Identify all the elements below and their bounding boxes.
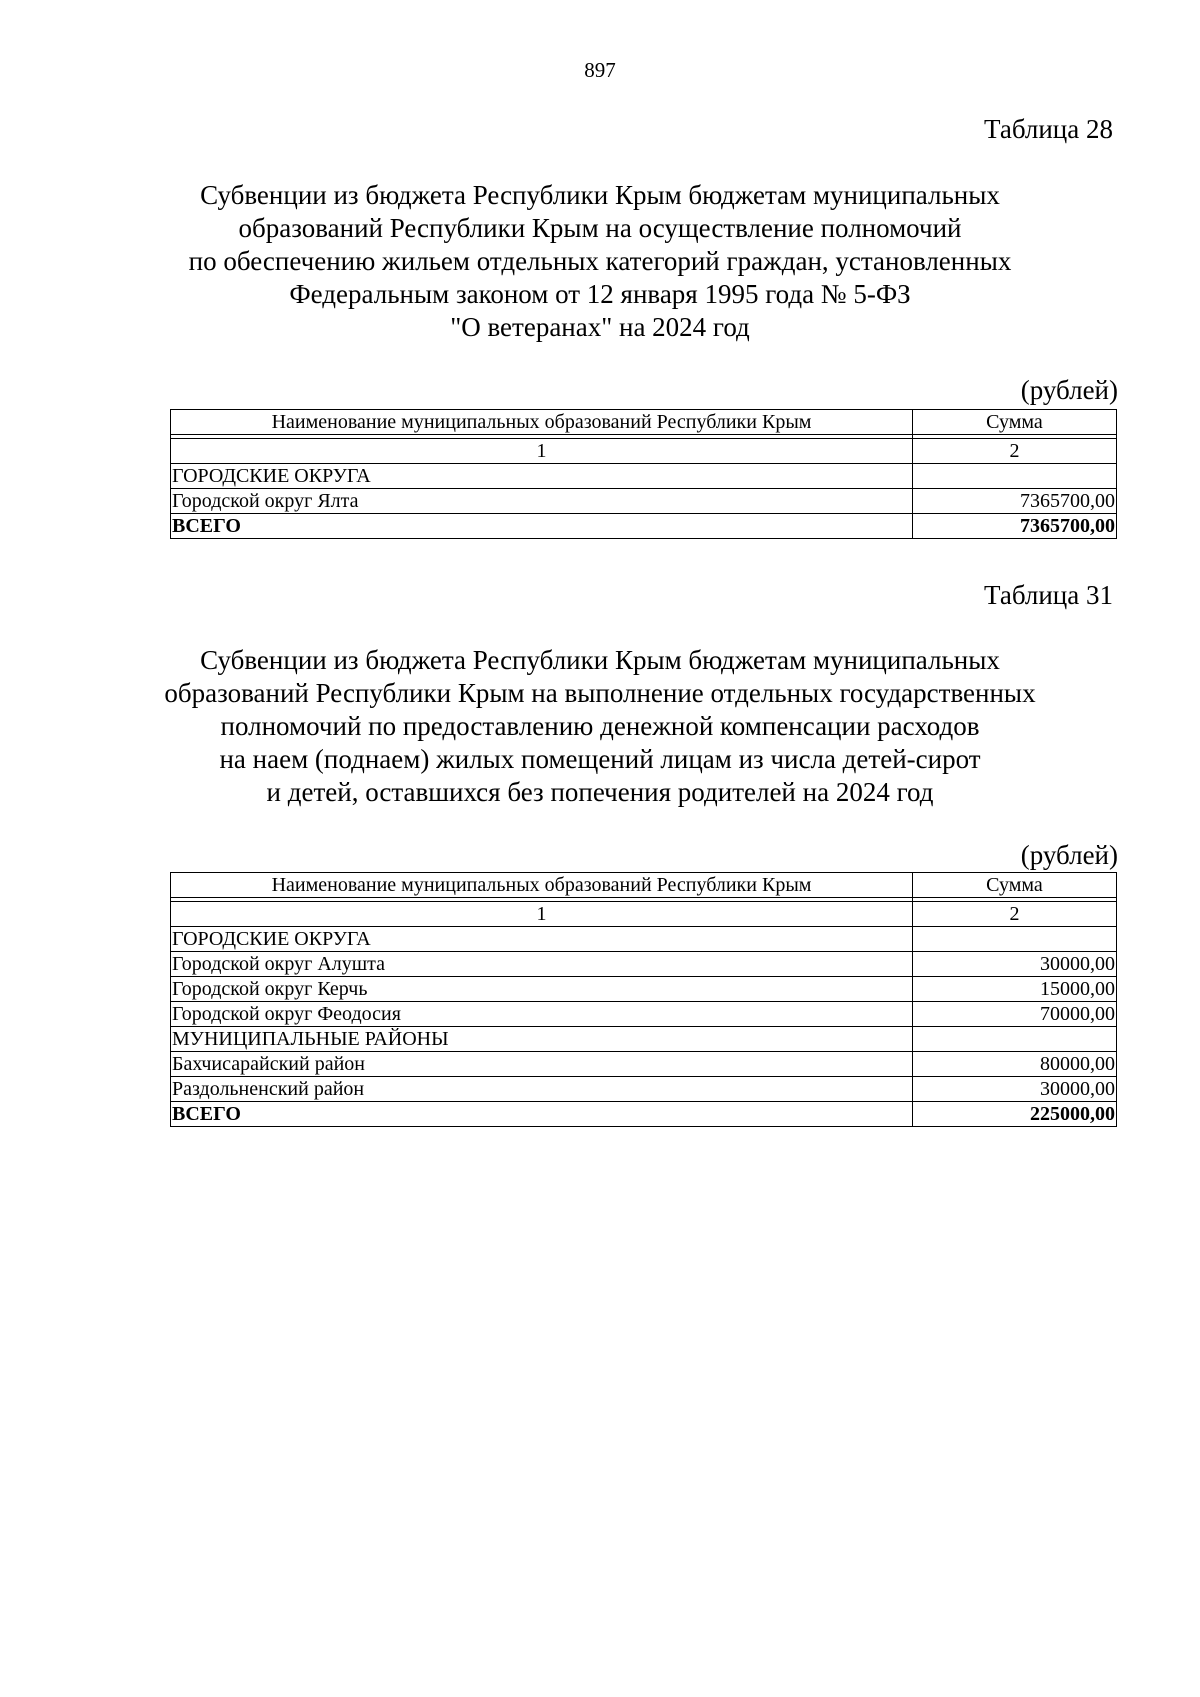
title-line: образований Республики Крым на выполнение отдельных государственных <box>164 678 1036 708</box>
total-name-cell: ВСЕГО <box>171 514 913 539</box>
total-row <box>171 514 1117 539</box>
header-name-cell: Наименование муниципальных образований Республики Крым <box>171 873 913 898</box>
table-31-label: Таблица 31 <box>984 580 1113 610</box>
table-row <box>171 927 1117 952</box>
header-name-cell: Наименование муниципальных образований Республики Крым <box>171 410 913 435</box>
table-31 <box>170 872 1117 1127</box>
table-row <box>171 1027 1117 1052</box>
row-sum-cell: 7365700,00 <box>913 489 1117 514</box>
column-number-1: 1 <box>171 439 913 464</box>
total-sum-cell: 7365700,00 <box>913 514 1117 539</box>
table-31-title <box>100 644 1100 809</box>
units-label: (рублей) <box>1020 840 1118 870</box>
table-28-label: Таблица 28 <box>984 114 1113 144</box>
table-row <box>171 1052 1117 1077</box>
column-number-2: 2 <box>913 439 1117 464</box>
row-name-cell: ГОРОДСКИЕ ОКРУГА <box>171 464 913 489</box>
total-sum-cell: 225000,00 <box>913 1102 1117 1127</box>
row-name-cell: Раздольненский район <box>171 1077 913 1102</box>
total-name-cell: ВСЕГО <box>171 1102 913 1127</box>
title-line: Субвенции из бюджета Республики Крым бюджетам муниципальных <box>200 645 1000 675</box>
page-number: 897 <box>584 58 616 82</box>
title-line: по обеспечению жильем отдельных категорий граждан, установленных <box>188 246 1012 276</box>
row-name-cell: Городской округ Алушта <box>171 952 913 977</box>
units-label: (рублей) <box>1020 375 1118 405</box>
header-sum-cell: Сумма <box>913 410 1117 435</box>
row-name-cell: ГОРОДСКИЕ ОКРУГА <box>171 927 913 952</box>
row-name-cell: Городской округ Феодосия <box>171 1002 913 1027</box>
table-row <box>171 489 1117 514</box>
header-row <box>171 873 1117 898</box>
row-name-cell: Городской округ Керчь <box>171 977 913 1002</box>
column-number-1: 1 <box>171 902 913 927</box>
table-28-title <box>100 179 1100 344</box>
row-sum-cell: 30000,00 <box>913 1077 1117 1102</box>
row-name-cell: Городской округ Ялта <box>171 489 913 514</box>
table-row <box>171 1077 1117 1102</box>
row-sum-cell: 15000,00 <box>913 977 1117 1002</box>
title-line: "О ветеранах" на 2024 год <box>450 312 750 342</box>
title-line: образований Республики Крым на осуществление полномочий <box>238 213 962 243</box>
row-sum-cell <box>913 464 1117 489</box>
title-line: Субвенции из бюджета Республики Крым бюджетам муниципальных <box>200 180 1000 210</box>
title-line: Федеральным законом от 12 января 1995 года № 5-ФЗ <box>289 279 911 309</box>
table-row <box>171 464 1117 489</box>
column-number-row <box>171 902 1117 927</box>
title-line: и детей, оставшихся без попечения родителей на 2024 год <box>266 777 934 807</box>
title-line: полномочий по предоставлению денежной компенсации расходов <box>220 711 980 741</box>
row-sum-cell <box>913 1027 1117 1052</box>
row-sum-cell: 80000,00 <box>913 1052 1117 1077</box>
column-number-2: 2 <box>913 902 1117 927</box>
total-row <box>171 1102 1117 1127</box>
row-sum-cell: 70000,00 <box>913 1002 1117 1027</box>
row-sum-cell: 30000,00 <box>913 952 1117 977</box>
table-row <box>171 1002 1117 1027</box>
row-sum-cell <box>913 927 1117 952</box>
column-number-row <box>171 439 1117 464</box>
title-line: на наем (поднаем) жилых помещений лицам из числа детей-сирот <box>219 744 981 774</box>
header-row <box>171 410 1117 435</box>
table-row <box>171 952 1117 977</box>
header-sum-cell: Сумма <box>913 873 1117 898</box>
table-row <box>171 977 1117 1002</box>
table-28 <box>170 409 1117 539</box>
row-name-cell: Бахчисарайский район <box>171 1052 913 1077</box>
row-name-cell: МУНИЦИПАЛЬНЫЕ РАЙОНЫ <box>171 1027 913 1052</box>
